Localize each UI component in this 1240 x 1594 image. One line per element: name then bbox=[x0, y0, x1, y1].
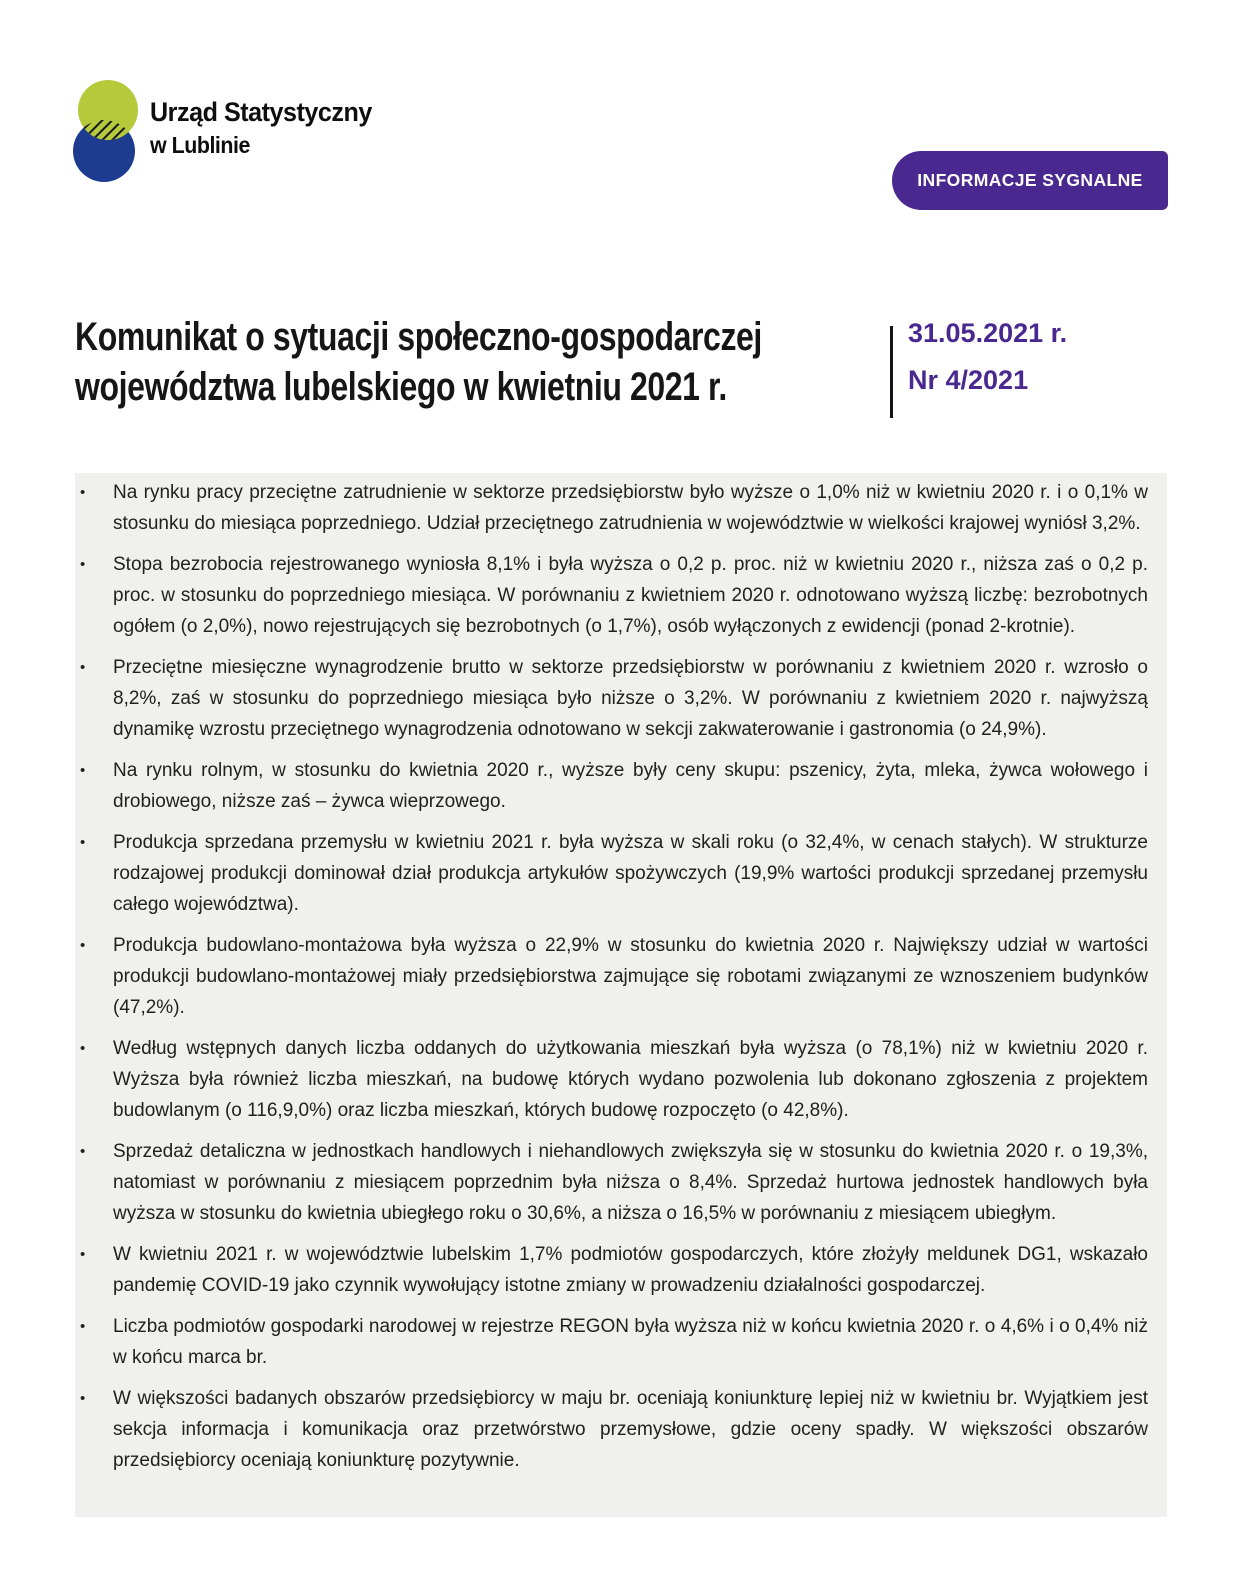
list-item-text: W kwietniu 2021 r. w województwie lubelskim 1,7% podmiotów gospodarczych, które złożyły meldunek DG1, wskazało pandemię COVID-19 jako czynnik wywołujący istotne zmiany w prowadzeniu działalności gospodarczej. bbox=[113, 1244, 1148, 1296]
org-location: w Lublinie bbox=[150, 132, 250, 158]
list-item bbox=[75, 652, 1148, 745]
bullet-icon: • bbox=[80, 484, 86, 501]
list-item-text: Sprzedaż detaliczna w jednostkach handlowych i niehandlowych zwiększyła się w stosunku do kwietnia 2020 r. o 19,3%, natomiast w porównaniu z miesiącem poprzednim była niższa o 8,4%. Sprzedaż hurtowa jednostek handlowych była wyższa w stosunku do kwietnia ubiegłego roku o 30,6%, a niższa o 16,5% w porównaniu z miesiącem ubiegłym. bbox=[113, 1141, 1148, 1224]
list-item-text: Liczba podmiotów gospodarki narodowej w rejestrze REGON była wyższa niż w końcu kwietnia 2020 r. o 4,6% i o 0,4% niż w końcu marca br. bbox=[113, 1316, 1148, 1368]
title-divider-line bbox=[890, 326, 893, 418]
list-item bbox=[75, 549, 1148, 642]
list-item bbox=[75, 1311, 1148, 1373]
logo-text-block bbox=[150, 97, 389, 159]
bullet-icon: • bbox=[80, 1246, 86, 1263]
list-item bbox=[75, 827, 1148, 920]
list-item-text: Przeciętne miesięczne wynagrodzenie brutto w sektorze przedsiębiorstw w porównaniu z kwietniem 2020 r. wzrosło o 8,2%, zaś w stosunku do poprzedniego miesiąca było niższe o 3,2%. W porównaniu z kwietniem 2020 r. najwyższą dynamikę wzrostu przeciętnego wynagrodzenia odnotowano w sekcji zakwaterowanie i gastronomia (o 24,9%). bbox=[113, 657, 1148, 740]
highlights-list bbox=[75, 477, 1148, 1476]
list-item bbox=[75, 1383, 1148, 1476]
bullet-icon: • bbox=[80, 659, 86, 676]
org-name: Urząd Statystyczny bbox=[150, 97, 372, 127]
issue-number: Nr 4/2021 bbox=[908, 365, 1029, 395]
list-item bbox=[75, 477, 1148, 539]
bullet-icon: • bbox=[80, 1143, 86, 1160]
list-item bbox=[75, 930, 1148, 1023]
page-title bbox=[75, 312, 762, 412]
list-item-text: Na rynku rolnym, w stosunku do kwietnia 2020 r., wyższe były ceny skupu: pszenicy, żyta, mleka, żywca wołowego i drobiowego, niższe zaś – żywca wieprzowego. bbox=[113, 760, 1148, 812]
bullet-icon: • bbox=[80, 1390, 86, 1407]
informacje-sygnalne-badge: INFORMACJE SYGNALNE bbox=[892, 151, 1168, 210]
page-title-line1: Komunikat o sytuacji społeczno-gospodarczej bbox=[75, 315, 762, 359]
bullet-icon: • bbox=[80, 834, 86, 851]
list-item-text: Na rynku pracy przeciętne zatrudnienie w sektorze przedsiębiorstw było wyższe o 1,0% niż w kwietniu 2020 r. i o 0,1% w stosunku do miesiąca poprzedniego. Udział przeciętnego zatrudnienia w województwie w wielkości krajowej wyniósł 3,2%. bbox=[113, 482, 1148, 534]
list-item-text: Według wstępnych danych liczba oddanych do użytkowania mieszkań była wyższa (o 78,1%) niż w kwietniu 2020 r. Wyższa była również liczba mieszkań, na budowę których wydano pozwolenia lub dokonano zgłoszenia z projektem budowlanym (o 116,9,0%) oraz liczba mieszkań, których budowę rozpoczęto (o 42,8%). bbox=[113, 1038, 1148, 1121]
page-title-line2: województwa lubelskiego w kwietniu 2021 r. bbox=[75, 365, 727, 409]
list-item bbox=[75, 755, 1148, 817]
overlapping-circles-icon bbox=[70, 72, 142, 187]
list-item-text: W większości badanych obszarów przedsiębiorcy w maju br. oceniają koniunkturę lepiej niż w kwietniu br. Wyjątkiem jest sekcja informacja i komunikacja oraz przetwórstwo przemysłowe, gdzie oceny spadły. W większości obszarów przedsiębiorcy oceniają koniunkturę pozytywnie. bbox=[113, 1388, 1148, 1471]
publication-date: 31.05.2021 r. bbox=[908, 318, 1068, 348]
list-item bbox=[75, 1033, 1148, 1126]
bullet-icon: • bbox=[80, 762, 86, 779]
highlights-panel bbox=[75, 473, 1167, 1517]
bullet-icon: • bbox=[80, 1040, 86, 1057]
list-item-text: Produkcja budowlano-montażowa była wyższa o 22,9% w stosunku do kwietnia 2020 r. Największy udział w wartości produkcji budowlano-montażowej miały przedsiębiorstwa zajmujące się robotami związanymi ze wznoszeniem budynków (47,2%). bbox=[113, 935, 1148, 1018]
bullet-icon: • bbox=[80, 937, 86, 954]
list-item bbox=[75, 1136, 1148, 1229]
list-item bbox=[75, 1239, 1148, 1301]
bullet-icon: • bbox=[80, 556, 86, 573]
list-item-text: Produkcja sprzedana przemysłu w kwietniu 2021 r. była wyższa w skali roku (o 32,4%, w cenach stałych). W strukturze rodzajowej produkcji dominował dział produkcja artykułów spożywczych (19,9% wartości produkcji sprzedanej przemysłu całego województwa). bbox=[113, 832, 1148, 915]
bullet-icon: • bbox=[80, 1318, 86, 1335]
list-item-text: Stopa bezrobocia rejestrowanego wyniosła 8,1% i była wyższa o 0,2 p. proc. niż w kwietniu 2020 r., niższa zaś o 0,2 p. proc. w stosunku do poprzedniego miesiąca. W porównaniu z kwietniem 2020 r. odnotowano wyższą liczbę: bezrobotnych ogółem (o 2,0%), nowo rejestrujących się bezrobotnych (o 1,7%), osób wyłączonych z ewidencji (ponad 2-krotnie). bbox=[113, 554, 1148, 637]
statistical-office-logo bbox=[70, 72, 500, 182]
